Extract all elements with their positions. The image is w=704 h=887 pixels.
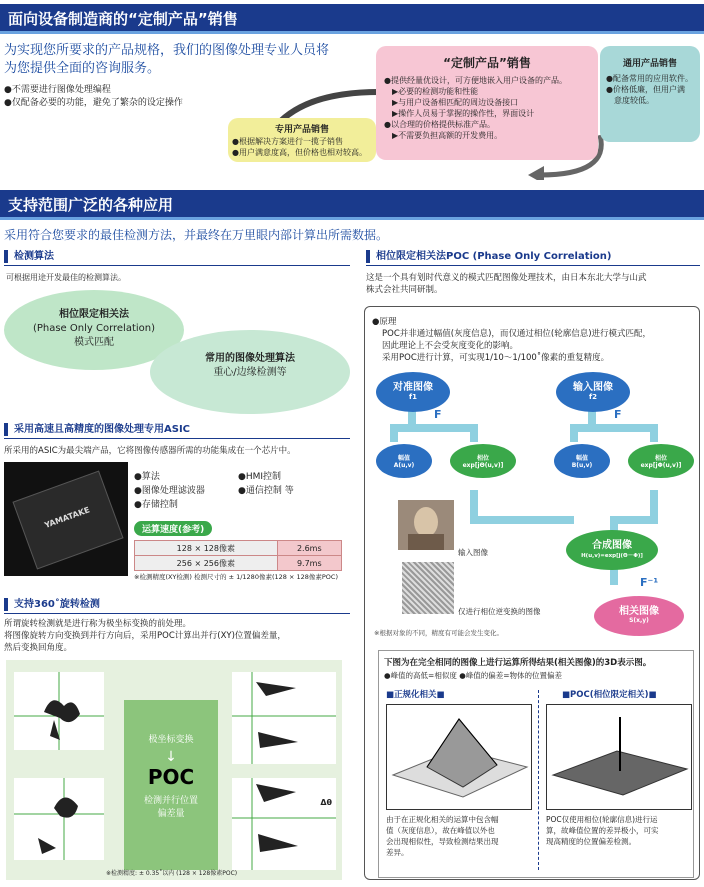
amplitude-node-2 [554,444,610,478]
poc-footnote: ※根据对象的不同，精度有可能会发生变化。 [374,629,503,637]
synth-title: 合成图像 [592,540,632,551]
general-item-3: 意度较低。 [614,96,654,105]
rot-rule [4,613,350,614]
rot-center-block [124,700,218,870]
input-photo [398,500,454,550]
amp2-title: 幅值 [575,455,588,462]
general-item-1: ●配备常用的应用软件。 [606,74,693,83]
fourier-label-2: F [614,408,622,421]
poc-result-label: ■POC(相位限定相关)■ [562,690,657,700]
phase-node-2 [628,444,694,478]
synth-sub: H(u,v)=exp[j(Θ－Φ)] [581,553,643,559]
phase-node-1 [450,444,516,478]
feature-algorithm: ●算法 [134,472,160,482]
rot-heading: 支持360˚旋转检测 [4,598,100,611]
intro-line-1: 为实现您所要求的产品规格，我们的图像处理专业人员将 [4,43,330,58]
speed-size: 128 × 128像素 [135,541,278,556]
rot-center-top: 极坐标变换 [148,735,194,745]
custom-sales-card [376,46,598,160]
speed-row [135,556,342,571]
speed-row [135,541,342,556]
phase-only-label: 仅进行相位逆变换的图像 [458,607,541,616]
input-image-sub: f2 [589,393,597,401]
ref-image-title: 对准图像 [393,382,433,393]
feature-hmi: ●HMI控制 [238,472,282,482]
poc-rule [366,265,700,266]
feature-memory: ●存储控制 [134,500,178,510]
rot-input-image-1 [14,672,104,750]
results-title: 下图为在完全相同的图像上进行运算所得结果(相关图像)的3D表示图。 [384,658,652,668]
asic-features-right [238,470,294,498]
speed-time: 2.6ms [277,541,341,556]
rot-input-image-2 [14,778,104,860]
rot-figure [6,660,342,880]
poc-ellipse-l1: 相位限定相关法 [59,309,129,320]
dedicated-item-2: ●用户满意度高，但价格也相对较高。 [232,148,367,157]
fourier-label-1: F [434,408,442,421]
general-sales-card [600,46,700,142]
asic-chip-photo [4,462,128,576]
asic-rule [4,438,350,439]
inverse-fourier-label: F⁻¹ [640,576,659,589]
custom-item-1: ●提供经量优设计，可方便地嵌入用户设备的产品。 [384,76,567,85]
ph2-title: 相位 [654,455,667,462]
input-image-node [556,372,630,412]
rot-center-poc: POC [147,765,195,789]
common-ellipse [150,330,350,414]
bullet-1: ●不需要进行图像处理编程 [4,85,111,95]
custom-sales-title: “定制产品”销售 [443,56,531,70]
common-ellipse-l1: 常用的图像处理算法 [205,353,295,364]
rot-desc-2: 将图像旋转方向变换到并行方向后，采用POC计算出并行(XY)位置偏差量， [4,631,286,641]
poc-p2: 因此理论上不会受灰度变化的影响。 [382,341,519,351]
dedicated-sales-title: 专用产品销售 [274,125,329,135]
custom-item-5: ●以合理的价格提供标准产品。 [384,120,495,129]
poc-desc-1: 这是一个具有划时代意义的模式匹配图像处理技术，由日本东北大学与山武 [366,273,647,283]
ph1-sub: exp[jΘ(u,v)] [462,462,504,469]
synth-image-node [566,530,658,570]
input-photo-label: 输入图像 [458,548,488,557]
ref-image-node [376,372,450,412]
rot-note: ※检测精度: ± 0.35˚以内 (128 × 128像素POC) [106,870,238,877]
ncc-desc-1: 由于在正规化相关的运算中包含幅 [386,815,499,824]
poc-heading: 相位限定相关法POC (Phase Only Correlation) [366,250,611,263]
poc-desc-r2: 算，故峰值位置的差异极小，可实 [546,826,659,835]
poc-p1: POC并非通过幅值(灰度信息)，而仅通过相位(轮廓信息)进行模式匹配， [382,329,652,339]
rot-center-b1: 检测并行位置 [143,796,198,806]
chip-label: YAMATAKE [43,505,91,530]
amplitude-node-1 [376,444,432,478]
section1-bullets [4,84,183,110]
algo-heading: 检测算法 [4,250,54,263]
poc-principle-title: ●原理 [372,317,397,327]
feature-comm: ●通信控制 等 [238,486,294,496]
speed-table [134,540,342,571]
ph1-title: 相位 [476,455,489,462]
dedicated-item-1: ●根据解决方案进行一揽子销售 [232,137,343,146]
asic-note: ※检测精度(XY检测) 检测尺寸的 ± 1/1280像素(128 × 128像素POC) [134,573,338,581]
speed-badge: 运算速度(参考) [134,521,212,536]
section2-intro: 采用符合您要求的最佳检测方法，并最终在万里眼内部计算出所需数据。 [4,228,389,242]
poc-desc-r1: POC仅使用相位(轮廓信息)进行运 [546,815,658,824]
speed-size: 256 × 256像素 [135,556,278,571]
dedicated-sales-card [228,118,376,162]
ref-image-sub: f1 [409,393,417,401]
rot-polar-image-2 [232,778,336,870]
custom-item-4: ▶操作人员易于掌握的操作性，界面设计 [392,109,535,118]
asic-desc: 所采用的ASIC为最尖端产品，它将图像传感器所需的功能集成在一个芯片中。 [4,446,296,456]
poc-desc [366,272,647,296]
results-divider [538,690,539,870]
poc-ellipse-l2: (Phase Only Correlation) [32,323,156,334]
rot-desc-1: 所谓旋转检测就是进行称为极坐标变换的前处理。 [4,619,192,629]
ncc-desc-3: 会出现相似性，导致检测结果出现 [386,837,499,846]
corr-title: 相关图像 [619,606,659,617]
ph2-sub: exp[jΦ(u,v)] [640,462,682,469]
poc-result-desc [546,814,659,847]
ncc-desc-2: 值（灰度信息），故在峰值以外也 [386,826,495,835]
poc-p3: 采用POC进行计算，可实现1/10～1/100˚像素的重复精度。 [382,353,610,363]
poc-principle [372,316,651,364]
rot-desc [4,618,286,654]
amp2-sub: B(u,v) [571,462,593,469]
algo-rule [4,265,350,266]
amp1-title: 幅值 [397,455,410,462]
corr-image-node [594,596,684,636]
rot-desc-3: 然后变换回角度。 [4,643,73,653]
results-sub: ●峰值的高低=相似度 ●峰值的偏差=物体的位置偏差 [384,671,563,680]
section2-title: 支持范围广泛的各种应用 [0,190,704,220]
ncc-desc-4: 差异。 [386,848,409,857]
corr-sub: S(x,y) [629,617,649,624]
ncc-3d-plot [386,704,532,810]
rot-center-b2: 偏差量 [157,809,185,819]
intro-line-2: 为您提供全面的咨询服务。 [4,61,161,76]
ncc-desc [386,814,499,858]
feature-filter: ●图像处理滤波器 [134,486,205,496]
poc-desc-r3: 现高精度的位置偏差检测。 [546,837,636,846]
phase-only-photo [402,562,454,614]
rot-down-arrow: ↓ [165,749,177,765]
rot-polar-image-1 [232,672,336,764]
poc-3d-plot [546,704,692,810]
algo-desc: 可根据用途开发最佳的检测算法。 [6,273,126,282]
delta-theta: Δθ [320,798,332,807]
poc-desc-2: 株式会社共同研制。 [366,285,443,295]
section1-intro [4,42,329,78]
custom-item-2: ▶必要的检测功能和性能 [392,87,479,96]
poc-ellipse-l3: 模式匹配 [74,337,114,348]
asic-heading: 采用高速且高精度的图像处理专用ASIC [4,423,190,436]
section1-title: 面向设备制造商的“定制产品”销售 [0,4,704,34]
ncc-label: ■正规化相关■ [386,690,445,700]
chip-body [12,470,123,569]
bullet-2: ●仅配备必要的功能，避免了繁杂的设定操作 [4,98,183,108]
custom-item-3: ▶与用户设备相匹配的周边设备接口 [392,98,519,107]
asic-features-left [134,470,205,512]
custom-item-6: ▶不需要负担高额的开发费用。 [392,131,503,140]
input-image-title: 输入图像 [573,382,613,393]
general-sales-title: 通用产品销售 [622,59,677,69]
common-ellipse-l2: 重心/边缘检测等 [213,367,287,378]
general-item-2: ●价格低廉，但用户满 [606,85,685,94]
speed-time: 9.7ms [277,556,341,571]
amp1-sub: A(u,v) [393,462,415,469]
